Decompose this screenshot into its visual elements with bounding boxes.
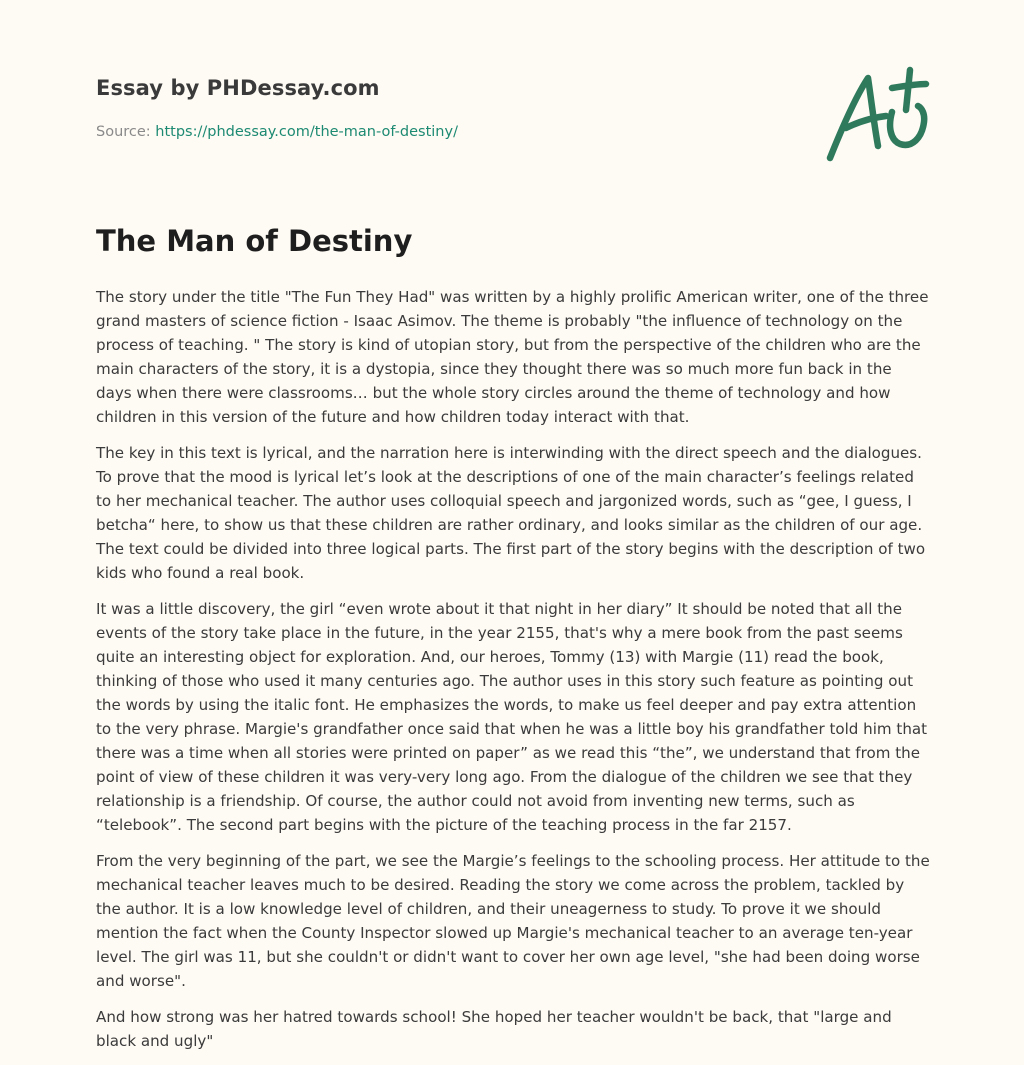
essay-body	[96, 285, 930, 1065]
site-title: Essay by PHDessay.com	[96, 76, 380, 100]
essay-title: The Man of Destiny	[96, 224, 413, 258]
a-plus-grade-icon	[826, 66, 930, 166]
essay-paragraph: The story under the title "The Fun They Had" was written by a highly prolific American writer, one of the three grand masters of science fiction - Isaac Asimov. The theme is probably "the influence of technology on the process of teaching. " The story is kind of utopian story, but from the perspective of the children who are the main characters of the story, it is a dystopia, since they thought there was so much more fun back in the days when there were classrooms… but the whole story circles around the theme of technology and how children in this version of the future and how children today interact with that.	[96, 288, 929, 426]
essay-paragraph: The key in this text is lyrical, and the narration here is interwinding with the direct speech and the dialogues. To prove that the mood is lyrical let’s look at the descriptions of one of the main character’s feelings related to her mechanical teacher. The author uses colloquial speech and jargonized words, such as “gee, I guess, I betcha“ here, to show us that these children are rather ordinary, and looks similar as the children of our age. The text could be divided into three logical parts. The first part of the story begins with the description of two kids who found a real book.	[96, 444, 926, 582]
essay-paragraph: And how strong was her hatred towards school! She hoped her teacher wouldn't be back, that "large and black and ugly"	[96, 1008, 892, 1050]
source-link[interactable]: https://phdessay.com/the-man-of-destiny/	[155, 124, 458, 140]
source-label: Source:	[96, 124, 156, 140]
essay-paragraph: From the very beginning of the part, we see the Margie’s feelings to the schooling process. Her attitude to the mechanical teacher leaves much to be desired. Reading the story we come across the problem, tackled by the author. It is a low knowledge level of children, and their uneagerness to study. To prove it we should mention the fact when the County Inspector slowed up Margie's mechanical teacher to an average ten-year level. The girl was 11, but she couldn't or didn't want to cover her own age level, "she had been doing worse and worse".	[96, 852, 930, 990]
essay-paragraph: It was a little discovery, the girl “even wrote about it that night in her diary” It should be noted that all the events of the story take place in the future, in the year 2155, that's why a mere book from the past seems quite an interesting object for exploration. And, our heroes, Tommy (13) with Margie (11) read the book, thinking of those who used it many centuries ago. The author uses in this story such feature as pointing out the words by using the italic font. He emphasizes the words, to make us feel deeper and pay extra attention to the very phrase. Margie's grandfather once said that when he was a little boy his grandfather told him that there was a time when all stories were printed on paper” as we read this “the”, we understand that from the point of view of these children it was very-very long ago. From the dialogue of the children we see that they relationship is a friendship. Of course, the author could not avoid from inventing new terms, such as “telebook”. The second part begins with the picture of the teaching process in the far 2157.	[96, 600, 928, 834]
page-header	[96, 0, 928, 200]
source-line	[96, 124, 458, 140]
